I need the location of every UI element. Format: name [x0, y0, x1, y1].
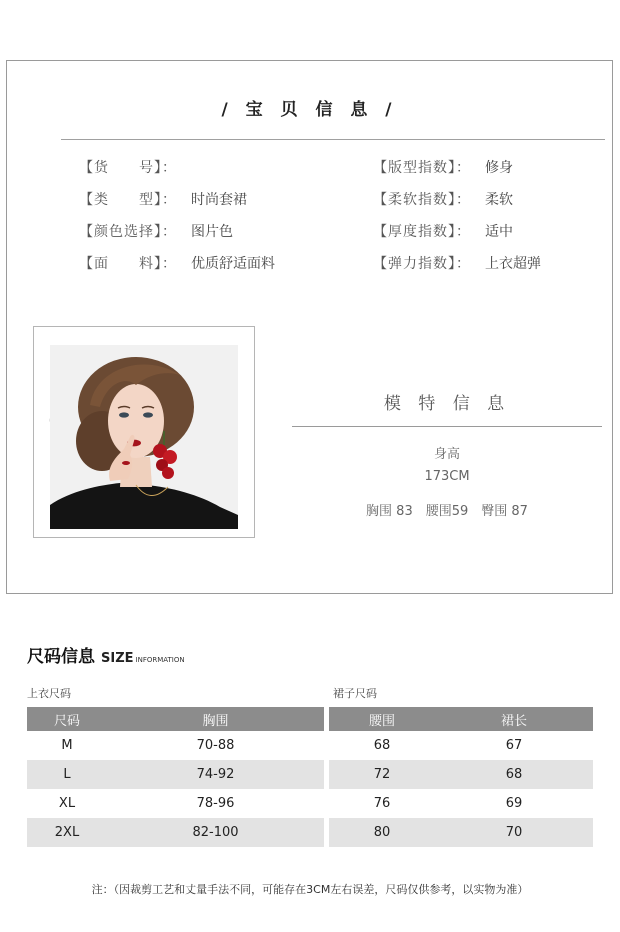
spec-label: 【类 型】：	[79, 192, 177, 208]
table-cell: 67	[505, 738, 523, 753]
table-cell: 80	[329, 818, 435, 847]
spec-value: 优质舒适面料	[191, 256, 275, 272]
table-row	[27, 818, 324, 847]
spec-label: 【版型指数】：	[373, 160, 471, 176]
top-size-table	[27, 707, 324, 847]
skirt-size-label: 裙子尺码	[333, 687, 377, 700]
spec-item-number	[79, 157, 191, 177]
table-cell: 78-96	[196, 796, 235, 811]
spec-value: 时尚套裙	[191, 192, 247, 208]
spec-thickness	[373, 221, 513, 241]
model-info-divider	[292, 426, 602, 427]
size-section-title	[27, 642, 185, 667]
model-photo	[50, 345, 238, 529]
table-header-row	[329, 707, 593, 731]
model-measurements: 胸围 83 腰围59 臀围 87	[366, 504, 528, 519]
spec-fit	[373, 157, 513, 177]
table-cell: L	[27, 760, 107, 789]
spec-label: 【颜色选择】：	[79, 224, 177, 240]
spec-color	[79, 221, 233, 241]
table-row	[27, 760, 324, 789]
spec-fabric	[79, 253, 275, 273]
model-height-value: 173CM	[424, 469, 470, 484]
column-header: 腰围	[329, 707, 435, 731]
spec-label: 【面 料】：	[79, 256, 177, 272]
table-cell: 70-88	[196, 738, 235, 753]
top-size-label: 上衣尺码	[27, 687, 71, 700]
table-cell: 68	[373, 738, 391, 753]
column-header: 裙长	[435, 707, 593, 731]
table-cell: 72	[329, 760, 435, 789]
column-header: 尺码	[27, 707, 107, 731]
table-cell: 74-92	[107, 760, 324, 789]
table-cell: 2XL	[27, 818, 107, 847]
spec-value: 上衣超弹	[485, 256, 541, 272]
spec-softness	[373, 189, 513, 209]
spec-value: 修身	[485, 160, 513, 176]
table-cell: XL	[58, 796, 76, 811]
title-divider	[61, 139, 605, 140]
model-photo-frame	[33, 326, 255, 538]
table-cell: 69	[505, 796, 523, 811]
spec-label: 【弹力指数】：	[373, 256, 471, 272]
table-header-row	[27, 707, 324, 731]
size-title-en: SIZE	[101, 651, 134, 666]
table-row	[329, 760, 593, 789]
size-title-cn: 尺码信息	[27, 647, 95, 667]
table-cell: 70	[435, 818, 593, 847]
spec-value: 柔软	[485, 192, 513, 208]
table-row	[27, 731, 324, 760]
table-cell: 82-100	[107, 818, 324, 847]
model-height-label: 身高	[433, 447, 460, 462]
spec-type	[79, 189, 247, 209]
model-portrait-image	[50, 345, 238, 529]
size-title-en-small: INFORMATION	[135, 656, 185, 664]
spec-label: 【厚度指数】：	[373, 224, 471, 240]
skirt-size-table	[329, 707, 593, 847]
size-disclaimer-note: 注：（因裁剪工艺和丈量手法不同，可能存在3CM左右误差，尺码仅供参考，以实物为准）	[91, 883, 529, 896]
table-row	[329, 731, 593, 760]
table-cell: 76	[373, 796, 391, 811]
table-cell: 68	[435, 760, 593, 789]
card-title: / 宝 贝 信 息 /	[221, 100, 398, 120]
model-info-title: 模 特 信 息	[383, 394, 511, 414]
table-row	[329, 818, 593, 847]
spec-value: 图片色	[191, 224, 233, 240]
spec-value: 适中	[485, 224, 513, 240]
table-row	[329, 789, 593, 818]
spec-elasticity	[373, 253, 541, 273]
spec-label: 【柔软指数】：	[373, 192, 471, 208]
table-row	[27, 789, 324, 818]
table-cell: M	[61, 738, 73, 753]
spec-label: 【货 号】：	[79, 160, 177, 176]
column-header: 胸围	[107, 707, 324, 731]
product-info-card	[6, 60, 613, 594]
